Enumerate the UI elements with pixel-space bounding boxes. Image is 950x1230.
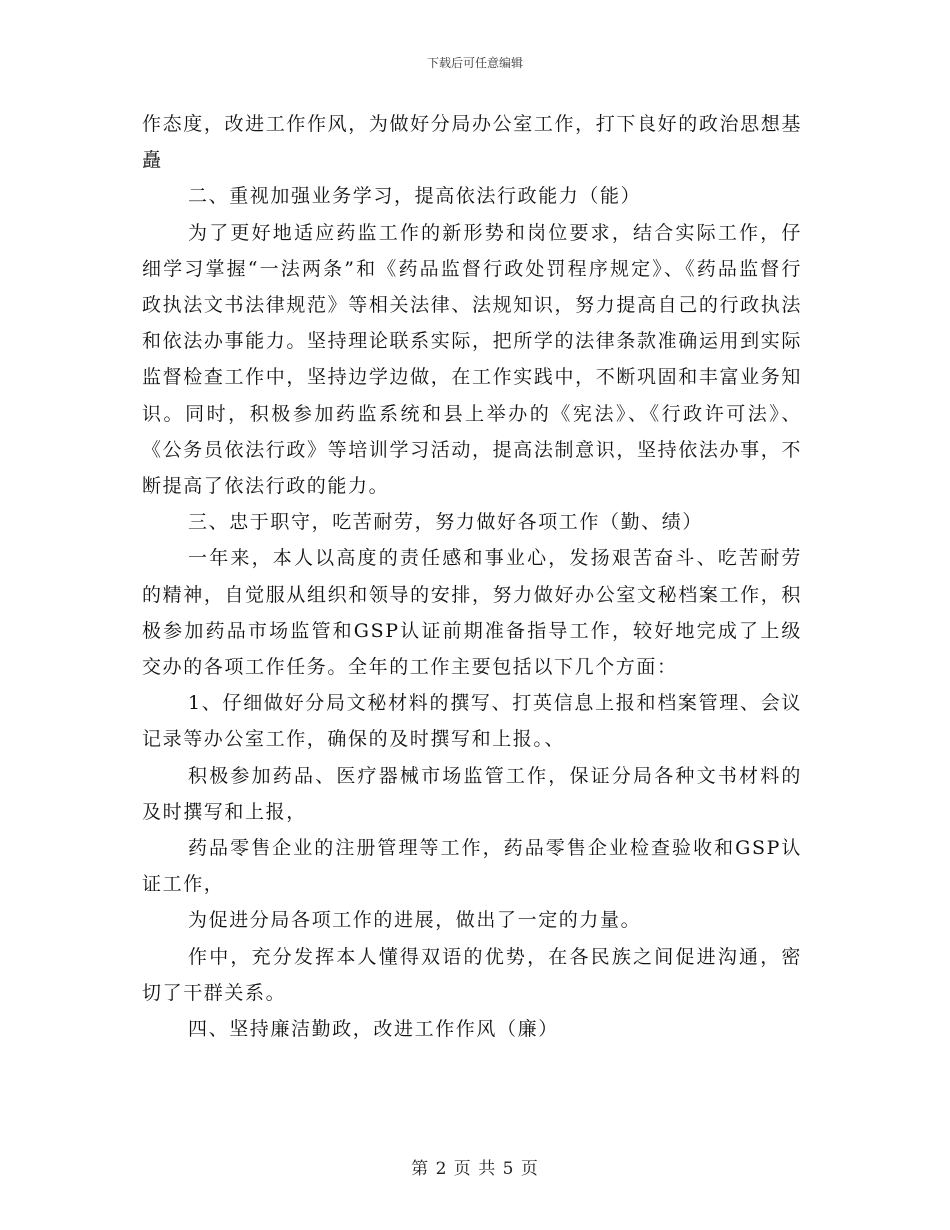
header-note: 下载后可任意编辑 [426, 56, 523, 70]
section-heading-integrity: 四、坚持廉洁勤政，改进工作作风（廉） [188, 1018, 559, 1041]
paragraph-item-1: 1、仔细做好分局文秘材料的撰写、打英信息上报和档案管理、会议记录等办公室工作，确保的及时撰写和上报。、 [142, 692, 802, 751]
section-heading-duty: 三、忠于职守，吃苦耐劳，努力做好各项工作（勤、绩） [188, 511, 704, 534]
document-body [142, 106, 802, 1047]
paragraph-study: 为了更好地适应药监工作的新形势和岗位要求，结合实际工作，仔细学习掌握“一法两条”和《药品监督行政处罚程序规定》、《药品监督行政执法文书法律规范》等相关法律、法规知识，努力提高自己的行政执法和依法办事能力。坚持理论联系实际，把所学的法律条款准确运用到实际监督检查工作中，坚持边学边做，在工作实践中，不断巩固和丰富业务知识。同时，积极参加药监系统和县上举办的《宪法》、《行政许可法》、《公务员依法行政》等培训学习活动，提高法制意识，坚持依法办事，不断提高了依法行政的能力。 [142, 221, 802, 498]
paragraph-bilingual: 作中，充分发挥本人懂得双语的优势，在各民族之间促进沟通，密切了干群关系。 [142, 945, 802, 1004]
paragraph-progress: 为促进分局各项工作的进展，做出了一定的力量。 [188, 909, 642, 932]
section-heading-study: 二、重视加强业务学习，提高依法行政能力（能） [188, 185, 642, 208]
paragraph-market-supervision: 积极参加药品、医疗器械市场监管工作，保证分局各种文书材料的及时撰写和上报， [142, 764, 802, 823]
paragraph-retail-registration: 药品零售企业的注册管理等工作，药品零售企业检查验收和GSP认证工作， [142, 837, 802, 896]
page-number: 第 2 页 共 5 页 [411, 1159, 539, 1179]
paragraph-political-thought: 作态度，改进工作作风，为做好分局办公室工作，打下良好的政治思想基矗 [142, 113, 802, 172]
paragraph-duty: 一年来，本人以高度的责任感和事业心，发扬艰苦奋斗、吃苦耐劳的精神，自觉服从组织和领导的安排，努力做好办公室文秘档案工作，积极参加药品市场监管和GSP认证前期准备指导工作，较好地完成了上级交办的各项工作任务。全年的工作主要包括以下几个方面： [142, 547, 802, 679]
